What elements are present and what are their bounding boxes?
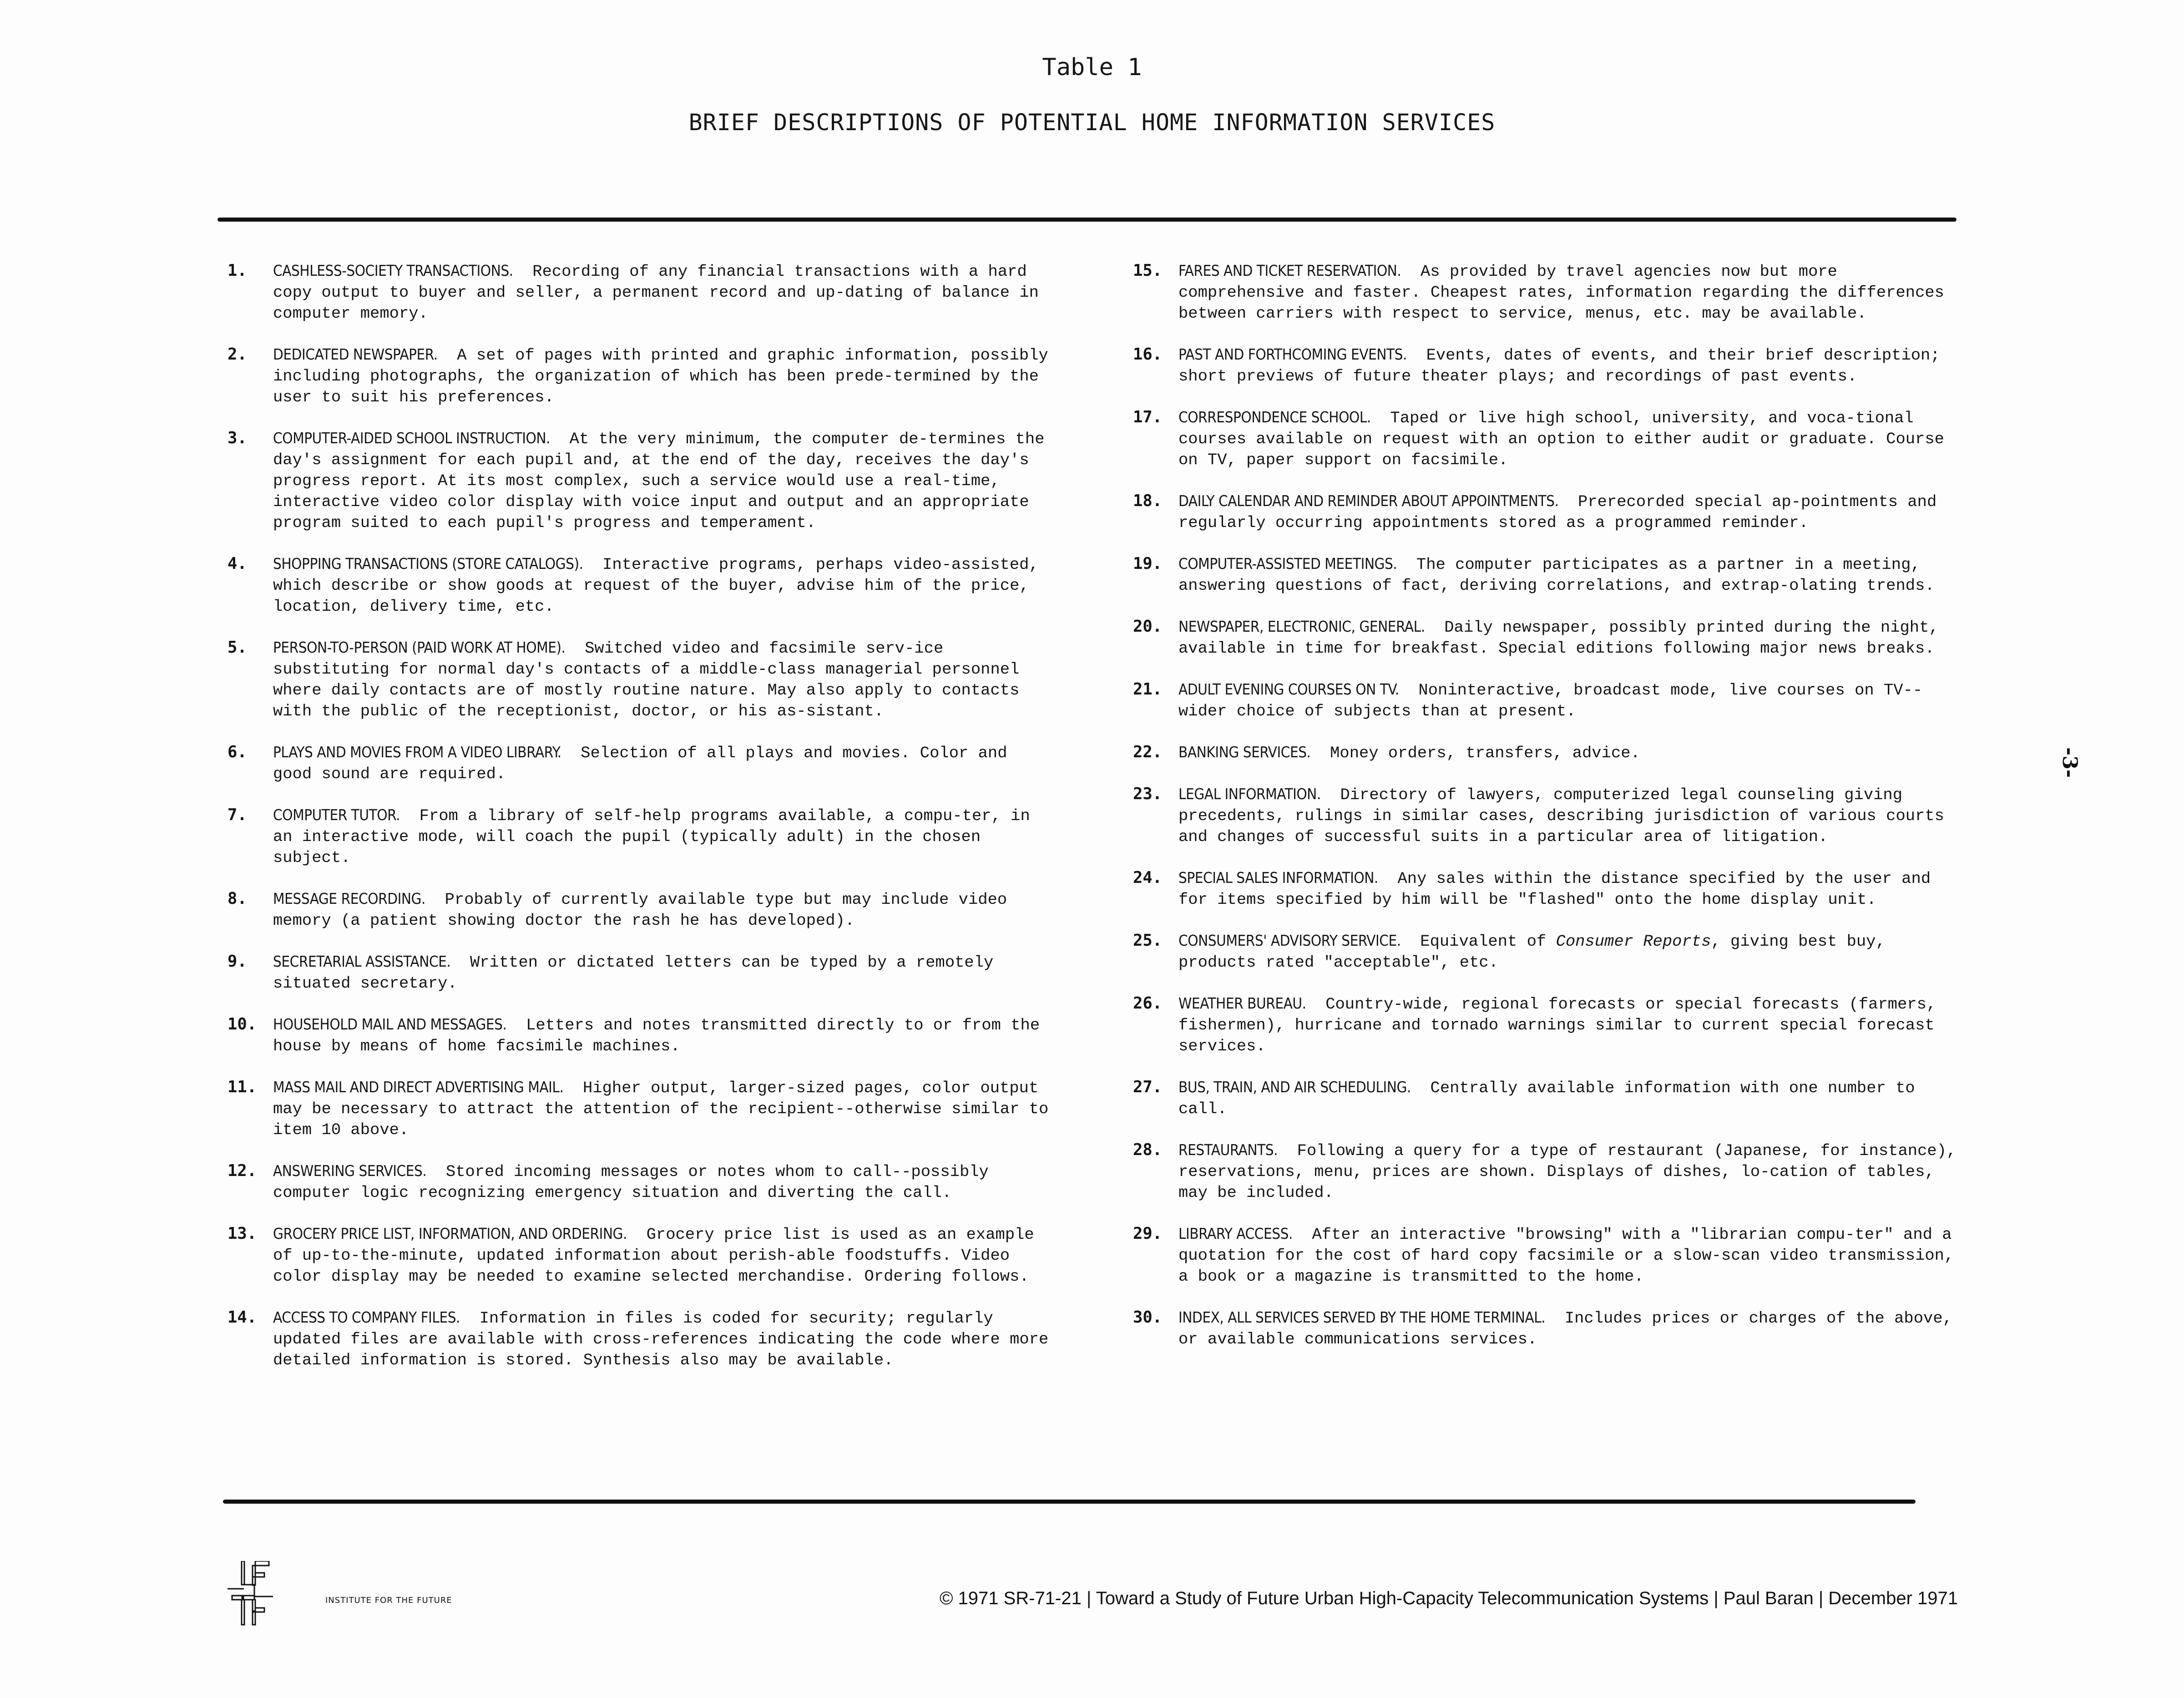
- list-item: [1133, 616, 1966, 659]
- item-number: 16.: [1133, 345, 1163, 364]
- list-item: [1133, 1307, 1966, 1350]
- item-description: Taped or live high school, university, and voca-tional courses available on request with an option to either audit or graduate. Course on TV, paper support on facsimile.: [1178, 409, 1944, 469]
- list-item: [1133, 344, 1966, 387]
- list-item: [228, 1014, 1056, 1057]
- list-item: [1133, 930, 1966, 973]
- item-heading: SECRETARIAL ASSISTANCE.: [273, 953, 451, 970]
- item-number: 30.: [1133, 1308, 1163, 1327]
- item-heading: ANSWERING SERVICES.: [273, 1162, 427, 1180]
- item-number: 22.: [1133, 743, 1163, 761]
- item-description: Interactive programs, perhaps video-assisted, which describe or show goods at request of the buyer, advise him of the price, location, delivery time, etc.: [273, 555, 1039, 616]
- item-heading: LEGAL INFORMATION.: [1178, 785, 1321, 803]
- list-item: [1133, 742, 1966, 764]
- item-description: Higher output, larger-sized pages, color output may be necessary to attract the attention of the recipient--otherwise similar to item 10 above.: [273, 1079, 1049, 1139]
- item-description: Recording of any financial transactions with a hard copy output to buyer and seller, a permanent record and up-dating of balance in computer memory.: [273, 262, 1039, 323]
- institute-name: INSTITUTE FOR THE FUTURE: [325, 1596, 452, 1605]
- item-number: 14.: [228, 1308, 257, 1327]
- item-heading: CORRESPONDENCE SCHOOL.: [1178, 408, 1371, 426]
- page-number: -3-: [2058, 747, 2082, 778]
- list-item: [1133, 491, 1966, 533]
- list-item: [228, 344, 1056, 408]
- item-number: 19.: [1133, 554, 1163, 573]
- item-heading: DEDICATED NEWSPAPER.: [273, 345, 438, 363]
- item-number: 20.: [1133, 617, 1163, 636]
- table-title: BRIEF DESCRIPTIONS OF POTENTIAL HOME INFORMATION SERVICES: [688, 109, 1496, 136]
- item-number: 17.: [1133, 408, 1163, 426]
- item-description: Grocery price list is used as an example of up-to-the-minute, updated information about perish-able foodstuffs. Video color display may be needed to examine selected merchandise. Ordering follows.: [273, 1225, 1034, 1286]
- list-item: [228, 951, 1056, 994]
- item-description: Switched video and facsimile serv-ice substituting for normal day's contacts of a middle-class managerial personnel where daily contacts are of mostly routine nature. May also apply to contacts with the public of the receptionist, doctor, or his as-sistant.: [273, 639, 1020, 720]
- item-heading: BANKING SERVICES.: [1178, 743, 1311, 761]
- item-description-text: Equivalent of: [1420, 932, 1556, 951]
- item-heading: ACCESS TO COMPANY FILES.: [273, 1308, 460, 1326]
- item-number: 2.: [228, 345, 247, 364]
- item-number: 24.: [1133, 868, 1163, 887]
- list-item: [228, 888, 1056, 931]
- item-heading: PAST AND FORTHCOMING EVENTS.: [1178, 345, 1407, 363]
- item-heading: COMPUTER-AIDED SCHOOL INSTRUCTION.: [273, 429, 551, 447]
- institute-logo-icon: [228, 1561, 328, 1629]
- list-item: [228, 1307, 1056, 1371]
- item-heading: COMPUTER TUTOR.: [273, 806, 400, 824]
- item-number: 8.: [228, 889, 247, 908]
- list-item: [1133, 260, 1966, 324]
- item-description: The computer participates as a partner in a meeting, answering questions of fact, deriving correlations, and extrap-olating trends.: [1178, 555, 1935, 595]
- item-description: Prerecorded special ap-pointments and regularly occurring appointments stored as a programmed reminder.: [1178, 492, 1937, 532]
- item-description: Country-wide, regional forecasts or special forecasts (farmers, fishermen), hurricane and tornado warnings similar to current special forecast services.: [1178, 995, 1936, 1055]
- item-heading: DAILY CALENDAR AND REMINDER ABOUT APPOINTMENTS.: [1178, 492, 1559, 510]
- item-heading: PERSON-TO-PERSON (PAID WORK AT HOME).: [273, 639, 566, 656]
- list-item: [1133, 784, 1966, 847]
- item-heading: SHOPPING TRANSACTIONS (STORE CATALOGS).: [273, 555, 583, 573]
- table-label: Table 1: [1042, 54, 1142, 81]
- bottom-rule: [223, 1500, 1916, 1504]
- item-number: 3.: [228, 429, 247, 447]
- item-heading: MASS MAIL AND DIRECT ADVERTISING MAIL.: [273, 1078, 564, 1096]
- item-heading: FARES AND TICKET RESERVATION.: [1178, 262, 1401, 279]
- list-item: [1133, 993, 1966, 1057]
- item-number: 28.: [1133, 1140, 1163, 1159]
- item-description: At the very minimum, the computer de-termines the day's assignment for each pupil and, at the end of the day, receives the day's progress report. At its most complex, such a service would use a real-time, interactive video color display with voice input and output and an appropriate program suited to each pupil's progress and temperament.: [273, 430, 1045, 532]
- item-description: Stored incoming messages or notes whom to call--possibly computer logic recognizing emergency situation and diverting the call.: [273, 1162, 989, 1202]
- item-description: Money orders, transfers, advice.: [1330, 744, 1640, 762]
- list-item: [228, 260, 1056, 324]
- item-description: Following a query for a type of restaurant (Japanese, for instance), reservations, menu, prices are shown. Displays of dishes, lo-cation of tables, may be included.: [1178, 1141, 1956, 1202]
- list-item: [1133, 1140, 1966, 1203]
- top-rule: [217, 218, 1956, 222]
- item-heading: BUS, TRAIN, AND AIR SCHEDULING.: [1178, 1078, 1411, 1096]
- list-item: [1133, 1223, 1966, 1287]
- right-column: [1133, 260, 1966, 1350]
- list-item: [228, 428, 1056, 533]
- item-description: Noninteractive, broadcast mode, live courses on TV--wider choice of subjects than at present.: [1178, 681, 1923, 720]
- item-number: 9.: [228, 952, 247, 971]
- item-description: Directory of lawyers, computerized legal counseling giving precedents, rulings in similar cases, describing jurisdiction of various courts and changes of successful suits in a particular area of litigation.: [1178, 786, 1944, 846]
- item-description: Daily newspaper, possibly printed during the night, available in time for breakfast. Special editions following major news breaks.: [1178, 618, 1939, 658]
- item-heading: PLAYS AND MOVIES FROM A VIDEO LIBRARY.: [273, 743, 561, 761]
- list-item: [228, 637, 1056, 722]
- item-heading: INDEX, ALL SERVICES SERVED BY THE HOME TERMINAL.: [1178, 1308, 1546, 1326]
- item-heading: COMPUTER-ASSISTED MEETINGS.: [1178, 555, 1397, 573]
- item-description: A set of pages with printed and graphic information, possibly including photographs, the organization of which has been prede-termined by the user to suit his preferences.: [273, 346, 1048, 406]
- item-heading: HOUSEHOLD MAIL AND MESSAGES.: [273, 1015, 507, 1033]
- item-heading: GROCERY PRICE LIST, INFORMATION, AND ORDERING.: [273, 1225, 627, 1242]
- item-number: 10.: [228, 1015, 257, 1034]
- item-number: 7.: [228, 806, 247, 824]
- item-number: 29.: [1133, 1224, 1163, 1243]
- item-description: Any sales within the distance specified by the user and for items specified by him will be "flashed" onto the home display unit.: [1178, 869, 1931, 909]
- left-column: [228, 260, 1056, 1371]
- item-number: 11.: [228, 1078, 257, 1096]
- item-description: Centrally available information with one number to call.: [1178, 1079, 1915, 1118]
- publication-title: Consumer Reports: [1556, 932, 1711, 951]
- item-description: Probably of currently available type but may include video memory (a patient showing doctor the rash he has developed).: [273, 890, 1007, 930]
- item-description: From a library of self-help programs available, a compu-ter, in an interactive mode, will coach the pupil (typically adult) in the chosen subject.: [273, 806, 1030, 867]
- item-heading: CASHLESS-SOCIETY TRANSACTIONS.: [273, 262, 513, 279]
- list-item: [228, 553, 1056, 617]
- item-number: 23.: [1133, 785, 1163, 803]
- item-heading: SPECIAL SALES INFORMATION.: [1178, 869, 1378, 887]
- item-heading: MESSAGE RECORDING.: [273, 890, 425, 907]
- item-description: As provided by travel agencies now but more comprehensive and faster. Cheapest rates, information regarding the differences between carriers with respect to service, menus, etc. may be available.: [1178, 262, 1944, 323]
- item-number: 1.: [228, 261, 247, 280]
- item-number: 6.: [228, 743, 247, 761]
- list-item: [228, 1223, 1056, 1287]
- item-number: 26.: [1133, 994, 1163, 1013]
- item-description-text: , giving best buy, products rated "acceptable", etc.: [1178, 932, 1886, 972]
- item-number: 4.: [228, 554, 247, 573]
- item-description: Selection of all plays and movies. Color and good sound are required.: [273, 744, 1007, 783]
- list-item: [228, 1077, 1056, 1140]
- list-item: [1133, 553, 1966, 596]
- list-item: [1133, 867, 1966, 910]
- item-description: Information in files is coded for security; regularly updated files are available with cross-references indicating the code where more detailed information is stored. Synthesis also may be available.: [273, 1309, 1049, 1369]
- item-number: 25.: [1133, 931, 1163, 950]
- list-item: [1133, 407, 1966, 471]
- item-heading: NEWSPAPER, ELECTRONIC, GENERAL.: [1178, 618, 1425, 635]
- item-description: Written or dictated letters can be typed by a remotely situated secretary.: [273, 953, 994, 993]
- item-description: Letters and notes transmitted directly to or from the house by means of home facsimile machines.: [273, 1016, 1040, 1055]
- item-description: Events, dates of events, and their brief description; short previews of future theater plays; and recordings of past events.: [1178, 346, 1940, 385]
- item-number: 15.: [1133, 261, 1163, 280]
- list-item: [228, 1161, 1056, 1203]
- item-number: 13.: [228, 1224, 257, 1243]
- list-item: [1133, 1077, 1966, 1120]
- item-number: 12.: [228, 1161, 257, 1180]
- item-heading: RESTAURANTS.: [1178, 1141, 1278, 1159]
- item-heading: LIBRARY ACCESS.: [1178, 1225, 1293, 1242]
- item-heading: CONSUMERS' ADVISORY SERVICE.: [1178, 932, 1401, 949]
- item-number: 18.: [1133, 492, 1163, 510]
- item-heading: WEATHER BUREAU.: [1178, 994, 1306, 1012]
- item-description: After an interactive "browsing" with a "librarian compu-ter" and a quotation for the cost of hard copy facsimile or a slow-scan video transmission, a book or a magazine is transmitted to the home.: [1178, 1225, 1954, 1286]
- citation-footer: © 1971 SR-71-21 | Toward a Study of Future Urban High-Capacity Telecommunication Systems | Paul Baran | December 1971: [939, 1588, 1958, 1608]
- list-item: [228, 805, 1056, 868]
- item-number: 27.: [1133, 1078, 1163, 1096]
- list-item: [1133, 679, 1966, 722]
- item-number: 5.: [228, 638, 247, 657]
- item-number: 21.: [1133, 680, 1163, 699]
- list-item: [228, 742, 1056, 785]
- item-description: Includes prices or charges of the above, or available communications services.: [1178, 1309, 1952, 1348]
- item-heading: ADULT EVENING COURSES ON TV.: [1178, 680, 1399, 698]
